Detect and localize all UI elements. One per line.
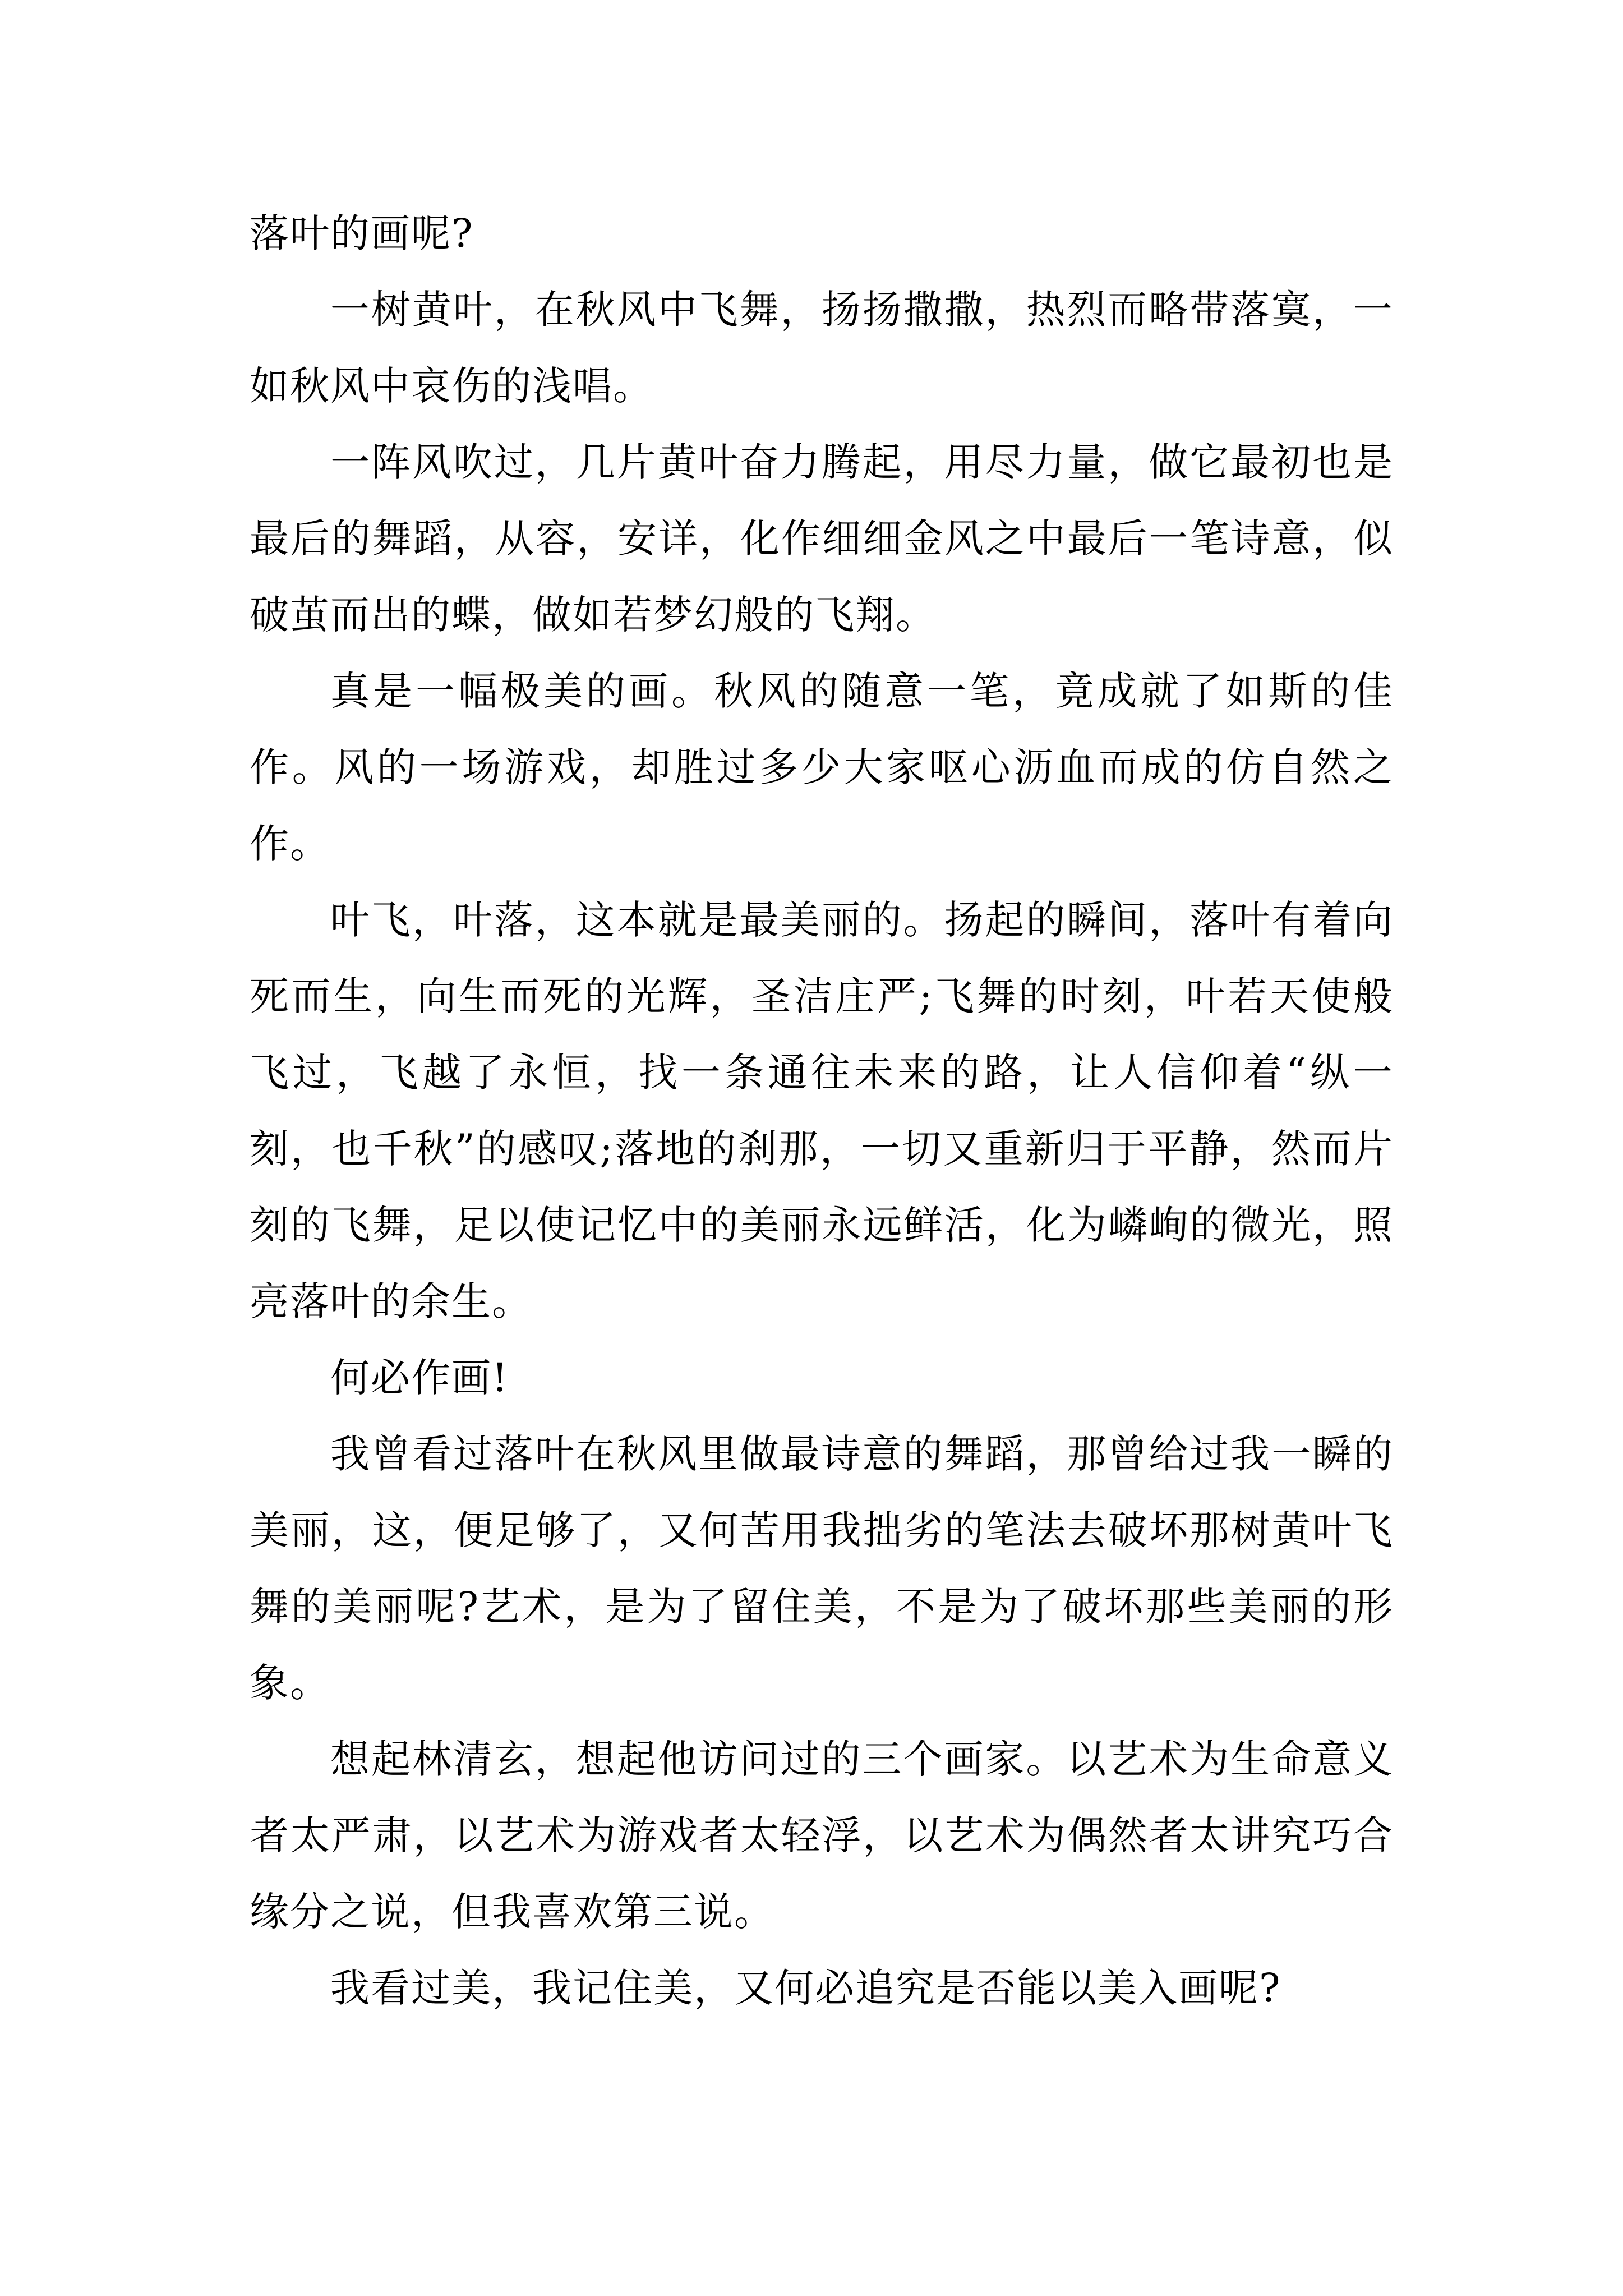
paragraph-3: 一阵风吹过，几片黄叶奋力腾起，用尽力量，做它最初也是最后的舞蹈，从容，安详，化作细细金风之中最后一笔诗意，似破茧而出的蝶，做如若梦幻般的飞翔。 [250, 439, 1394, 638]
paragraph-1: 落叶的画呢? [250, 210, 474, 256]
paragraph-8: 想起林清玄，想起他访问过的三个画家。以艺术为生命意义者太严肃，以艺术为游戏者太轻浮，以艺术为偶然者太讲究巧合缘分之说，但我喜欢第三说。 [250, 1736, 1394, 1935]
paragraph-7: 我曾看过落叶在秋风里做最诗意的舞蹈，那曾给过我一瞬的美丽，这，便足够了，又何苦用我拙劣的笔法去破坏那树黄叶飞舞的美丽呢?艺术，是为了留住美，不是为了破坏那些美丽的形象。 [250, 1431, 1394, 1706]
paragraph-9: 我看过美，我记住美，又何必追究是否能以美入画呢? [330, 1965, 1281, 2011]
paragraph-5: 叶飞，叶落，这本就是最美丽的。扬起的瞬间，落叶有着向死而生，向生而死的光辉，圣洁庄严;飞舞的时刻，叶若天使般飞过，飞越了永恒，找一条通往未来的路，让人信仰着“纵一刻，也千秋”的感叹;落地的刹那，一切又重新归于平静，然而片刻的飞舞，足以使记忆中的美丽永远鲜活，化为嶙峋的微光，照亮落叶的余生。 [250, 897, 1394, 1324]
paragraph-2: 一树黄叶，在秋风中飞舞，扬扬撒撒，热烈而略带落寞，一如秋风中哀伤的浅唱。 [250, 287, 1394, 409]
paragraph-4: 真是一幅极美的画。秋风的随意一笔，竟成就了如斯的佳作。风的一场游戏，却胜过多少大家呕心沥血而成的仿自然之作。 [250, 668, 1394, 867]
paragraph-6: 何必作画! [330, 1355, 509, 1401]
essay-body [250, 195, 1394, 2026]
